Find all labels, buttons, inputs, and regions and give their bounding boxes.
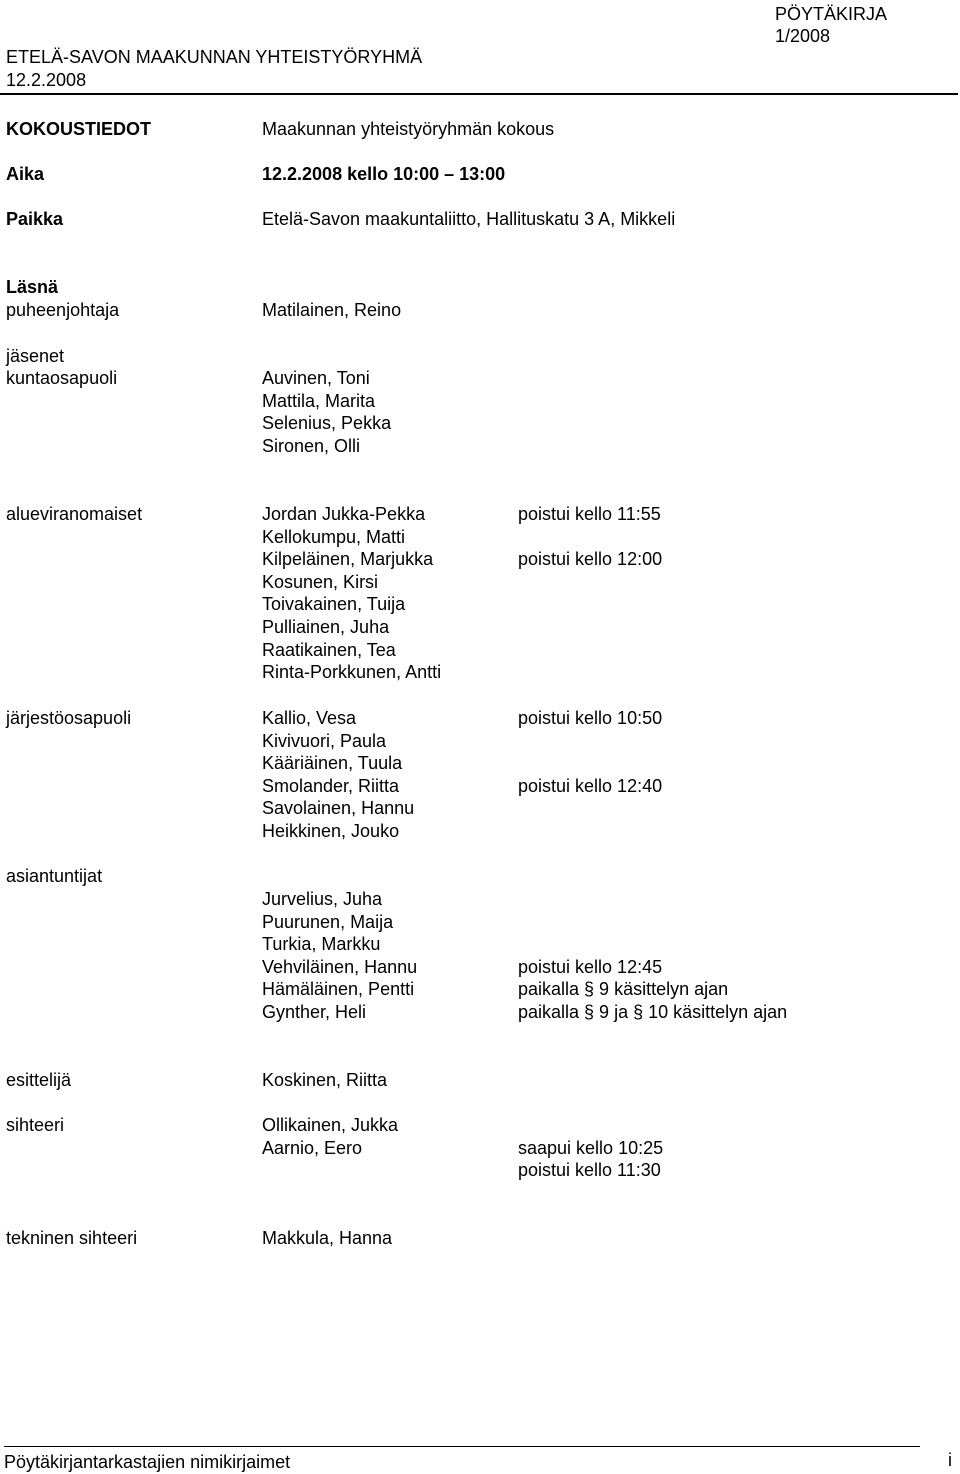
- member-name: Mattila, Marita: [262, 390, 376, 411]
- municipal-names: [262, 367, 391, 457]
- member-name: Toivakainen, Tuija: [262, 594, 406, 615]
- member-name: Savolainen, Hannu: [262, 798, 415, 819]
- meeting-info-value: Maakunnan yhteistyöryhmän kokous: [262, 119, 555, 139]
- member-name: Jordan Jukka-Pekka: [262, 504, 426, 524]
- tech-secretary-name: Makkula, Hanna: [262, 1228, 393, 1248]
- attendance-note: poistui kello 11:30: [518, 1160, 661, 1181]
- secretary-name: Ollikainen, Jukka: [262, 1115, 399, 1135]
- member-name: Kosunen, Kirsi: [262, 571, 379, 592]
- organizations-label: järjestöosapuoli: [6, 708, 132, 728]
- time-label: Aika: [6, 164, 45, 184]
- attendance-note: [518, 888, 787, 911]
- member-name: Auvinen, Toni: [262, 368, 370, 388]
- presenter-name: Koskinen, Riitta: [262, 1070, 388, 1090]
- member-name: Selenius, Pekka: [262, 413, 392, 434]
- member-name: Sironen, Olli: [262, 435, 361, 456]
- member-name: Kivivuori, Paula: [262, 730, 387, 751]
- attendance-note: poistui kello 12:40: [518, 775, 663, 796]
- organization-names: [262, 707, 414, 843]
- attendance-note: [518, 1114, 663, 1137]
- chair-label: puheenjohtaja: [6, 300, 120, 320]
- header-date: 12.2.2008: [6, 70, 87, 90]
- attendance-note: saapui kello 10:25: [518, 1137, 664, 1158]
- attendance-note: [518, 911, 787, 934]
- expert-name: Vehviläinen, Hannu: [262, 956, 418, 977]
- page-number: i: [948, 1450, 952, 1470]
- regional-label: alueviranomaiset: [6, 504, 143, 524]
- secretary-name: Aarnio, Eero: [262, 1137, 363, 1158]
- expert-name: Jurvelius, Juha: [262, 889, 383, 909]
- secretary-names: [262, 1114, 398, 1182]
- attendance-note: [518, 752, 662, 775]
- regional-names: [262, 503, 441, 684]
- present-label: Läsnä: [6, 277, 59, 297]
- initials-label: Pöytäkirjantarkastajien nimikirjaimet: [4, 1452, 291, 1472]
- regional-notes: [518, 503, 662, 571]
- attendance-note: [518, 526, 662, 549]
- place-value: Etelä-Savon maakuntaliitto, Hallituskatu 3 A, Mikkeli: [262, 209, 676, 229]
- member-name: Rinta-Porkkunen, Antti: [262, 662, 442, 683]
- footer-divider: [4, 1446, 920, 1447]
- time-value: 12.2.2008 kello 10:00 – 13:00: [262, 164, 506, 184]
- header-divider: [0, 93, 958, 95]
- attendance-note: poistui kello 11:55: [518, 504, 661, 524]
- member-name: Raatikainen, Tea: [262, 639, 396, 660]
- presenter-label: esittelijä: [6, 1070, 72, 1090]
- secretary-label: sihteeri: [6, 1115, 65, 1135]
- attendance-note: poistui kello 12:00: [518, 549, 663, 570]
- member-name: Kääriäinen, Tuula: [262, 753, 403, 774]
- member-name: Heikkinen, Jouko: [262, 820, 400, 841]
- expert-name: Hämäläinen, Pentti: [262, 979, 415, 1000]
- meeting-info-label: KOKOUSTIEDOT: [6, 119, 152, 139]
- attendance-note: paikalla § 9 ja § 10 käsittelyn ajan: [518, 1001, 788, 1022]
- experts-label: asiantuntijat: [6, 866, 103, 886]
- attendance-note: poistui kello 10:50: [518, 708, 663, 728]
- secretary-name: [262, 1159, 398, 1182]
- place-label: Paikka: [6, 209, 64, 229]
- attendance-note: [518, 730, 662, 753]
- tech-secretary-label: tekninen sihteeri: [6, 1228, 138, 1248]
- member-name: Smolander, Riitta: [262, 775, 400, 796]
- document-type: PÖYTÄKIRJA: [775, 4, 888, 24]
- organization-notes: [518, 707, 662, 797]
- attendance-note: [518, 933, 787, 956]
- member-name: Kallio, Vesa: [262, 708, 357, 728]
- secretary-notes: [518, 1114, 663, 1182]
- organization-name: ETELÄ-SAVON MAAKUNNAN YHTEISTYÖRYHMÄ: [6, 47, 423, 67]
- attendance-note: poistui kello 12:45: [518, 956, 663, 977]
- chair-name: Matilainen, Reino: [262, 300, 402, 320]
- expert-name: Gynther, Heli: [262, 1001, 367, 1022]
- municipal-label: kuntaosapuoli: [6, 368, 118, 388]
- expert-name: Puurunen, Maija: [262, 911, 394, 932]
- expert-notes: [518, 888, 787, 1024]
- member-name: Kilpeläinen, Marjukka: [262, 549, 434, 570]
- attendance-note: paikalla § 9 käsittelyn ajan: [518, 979, 729, 1000]
- member-name: Pulliainen, Juha: [262, 616, 390, 637]
- members-label: jäsenet: [6, 346, 65, 366]
- expert-name: Turkia, Markku: [262, 934, 381, 955]
- member-name: Kellokumpu, Matti: [262, 526, 406, 547]
- expert-names: [262, 888, 417, 1024]
- document-number: 1/2008: [775, 26, 831, 46]
